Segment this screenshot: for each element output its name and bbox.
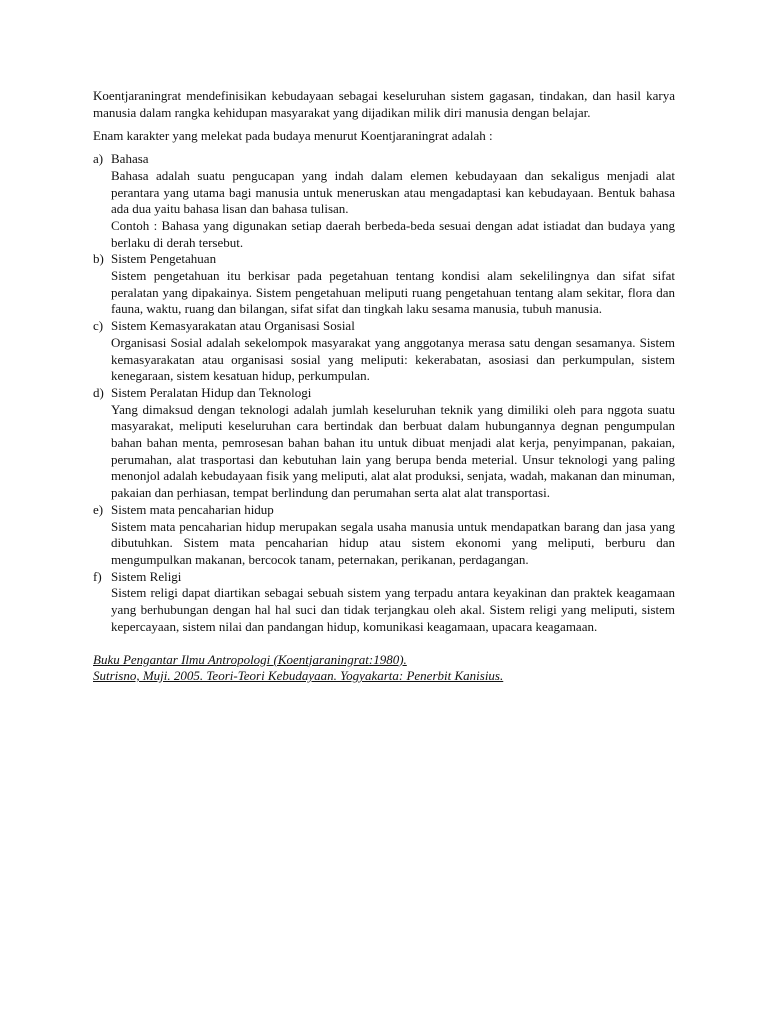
list-marker: f) bbox=[93, 568, 102, 584]
intro-paragraph: Koentjaraningrat mendefinisikan kebudayaan sebagai keseluruhan sistem gagasan, tindakan, dan hasil karya manusia dalam rangka kehidupan masyarakat yang dijadikan milik diri manusia dengan belajar. bbox=[93, 88, 675, 120]
list-marker: a) bbox=[93, 151, 104, 167]
item-body-teknologi: Yang dimaksud dengan teknologi adalah jumlah keseluruhan teknik yang dimiliki oleh para nggota suatu masyarakat, meliputi keseluruhan cara bertindak dan berbuat dalam hubungannya degnan pengumpulan bahan bahan menta, pemrosesan bahan bahan itu untuk dibuat menjadi alat kerja, penyimpanan, pakaian, perumahan, alat trasportasi dan kebutuhan lain yang berupa benda meterial. Unsur teknologi yang paling menonjol adalah kebudayaan fisik yang meliputi, alat alat produksi, senjata, wadah, makanan dan minuman, pakaian dan perhiasan, tempat berlindung dan perumahan serta alat alat transportasi. bbox=[111, 401, 675, 501]
list-item-bahasa bbox=[93, 151, 675, 251]
item-body-religi: Sistem religi dapat diartikan sebagai sebuah sistem yang terpadu antara keyakinan dan praktek keagamaan yang berhubungan dengan hal hal suci dan tidak terjangkau oleh akal. Sistem religi yang meliputi, sistem kepercayaan, sistem nilai dan pandangan hidup, komunikasi keagamaan, upacara keagamaan. bbox=[111, 585, 675, 634]
reference-1: Buku Pengantar Ilmu Antropologi (Koentjaraningrat:1980). bbox=[93, 651, 407, 667]
item-example-bahasa: Contoh : Bahasa yang digunakan setiap daerah berbeda-beda sesuai dengan adat istiadat dan budaya yang berlaku di derah tersebut. bbox=[111, 217, 675, 250]
item-body-sistem-pengetahuan: Sistem pengetahuan itu berkisar pada pegetahuan tentang kondisi alam sekelilingnya dan sifat sifat peralatan yang dipakainya. Sistem pengetahuan meliputi ruang pengetahuan tentang alam sekitar, flora dan fauna, waktu, ruang dan bilangan, sifat sifat dan tingkah laku sesama manusia, tubuh manusia. bbox=[111, 268, 675, 317]
list-item-teknologi bbox=[93, 385, 675, 502]
reference-2: Sutrisno, Muji. 2005. Teori-Teori Kebudayaan. Yogyakarta: Penerbit Kanisius. bbox=[93, 668, 504, 684]
characteristics-list bbox=[93, 151, 675, 635]
item-title-mata-pencaharian: Sistem mata pencaharian hidup bbox=[111, 501, 274, 517]
list-item-religi bbox=[93, 569, 675, 636]
list-item-sistem-pengetahuan bbox=[93, 251, 675, 318]
item-body-organisasi-sosial: Organisasi Sosial adalah sekelompok masyarakat yang anggotanya merasa satu dengan sesamanya. Sistem kemasyarakatan atau organisasi sosial yang meliputi: kekerabatan, asosiasi dan perkumpulan, sistem kenegaraan, sistem kesatuan hidup, perkumpulan. bbox=[111, 334, 675, 384]
document-page bbox=[93, 88, 675, 685]
item-body-bahasa: Bahasa adalah suatu pengucapan yang indah dalam elemen kebudayaan dan sekaligus menjadi alat perantara yang utama bagi manusia untuk meneruskan atau mengadaptasi kan kebudayaan. Bentuk bahasa ada dua yaitu bahasa lisan dan bahasa tulisan. bbox=[111, 167, 675, 217]
item-title-religi: Sistem Religi bbox=[111, 568, 182, 584]
item-title-bahasa: Bahasa bbox=[111, 151, 149, 167]
item-title-organisasi-sosial: Sistem Kemasyarakatan atau Organisasi Sosial bbox=[111, 318, 355, 334]
list-marker: c) bbox=[93, 318, 104, 334]
lead-paragraph: Enam karakter yang melekat pada budaya menurut Koentjaraningrat adalah : bbox=[93, 128, 493, 144]
list-item-mata-pencaharian bbox=[93, 502, 675, 569]
list-marker: d) bbox=[93, 384, 104, 400]
list-marker: e) bbox=[93, 501, 104, 517]
list-item-organisasi-sosial bbox=[93, 318, 675, 385]
list-marker: b) bbox=[93, 251, 104, 267]
item-body-mata-pencaharian: Sistem mata pencaharian hidup merupakan segala usaha manusia untuk mendapatkan barang dan jasa yang dibutuhkan. Sistem mata pencaharian hidup atau sistem ekonomi yang meliputi, berburu dan mengumpulkan makanan, bercocok tanam, peternakan, perikanan, perdagangan. bbox=[111, 518, 675, 567]
references bbox=[93, 652, 675, 685]
item-title-teknologi: Sistem Peralatan Hidup dan Teknologi bbox=[111, 384, 312, 400]
item-title-sistem-pengetahuan: Sistem Pengetahuan bbox=[111, 251, 217, 267]
